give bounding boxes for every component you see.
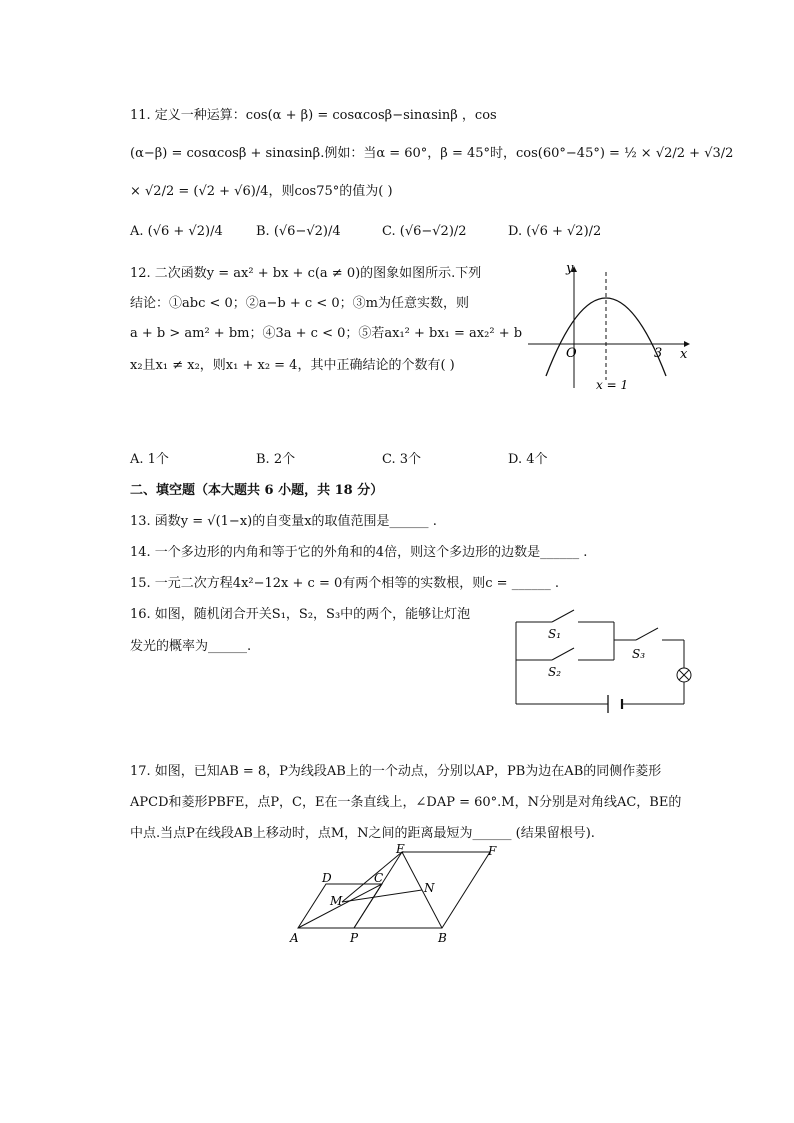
q12-option-c: C. 3个 xyxy=(382,452,422,467)
q11-line1: 11. 定义一种运算：cos(α + β) = cosαcosβ−sinαsinβ ，cos xyxy=(130,108,497,123)
point-e-label: E xyxy=(396,842,405,856)
point-f-label: F xyxy=(488,844,497,858)
q17-line3: 中点.当点P在线段AB上移动时，点M，N之间的距离最短为______ (结果留根号). xyxy=(130,826,595,841)
q11-option-c: C. (√6−√2)/2 xyxy=(382,224,467,239)
origin-label: O xyxy=(566,346,577,361)
q11-line2: (α−β) = cosαcosβ + sinαsinβ.例如：当α = 60°，β = 45°时，cos(60°−45°) = ½ × √2/2 + √3/2 xyxy=(130,146,734,161)
section-heading: 二、填空题（本大题共 6 小题，共 18 分） xyxy=(130,483,384,498)
point-d-label: D xyxy=(322,871,332,885)
q17-line1: 17. 如图，已知AB = 8，P为线段AB上的一个动点，分别以AP，PB为边在AB的同侧作菱形 xyxy=(130,764,662,779)
q17-line2: APCD和菱形PBFE，点P，C，E在一条直线上，∠DAP = 60°.M，N分别是对角线AC，BE的 xyxy=(130,795,682,810)
q13: 13. 函数y = √(1−x)的自变量x的取值范围是______ . xyxy=(130,514,437,529)
q12-line4: x₂且x₁ ≠ x₂，则x₁ + x₂ = 4，其中正确结论的个数有( ) xyxy=(130,358,455,373)
q16-line2: 发光的概率为______. xyxy=(130,639,252,654)
q12-option-a: A. 1个 xyxy=(130,452,169,467)
point-n-label: N xyxy=(424,881,435,895)
point-a-label: A xyxy=(290,931,299,945)
q14: 14. 一个多边形的内角和等于它的外角和的4倍，则这个多边形的边数是______ . xyxy=(130,545,588,560)
switch-s1-label: S₁ xyxy=(548,627,562,641)
q11-option-d: D. (√6 + √2)/2 xyxy=(508,224,602,239)
symmetry-label: x = 1 xyxy=(596,378,629,392)
q11-option-b: B. (√6−√2)/4 xyxy=(256,224,341,239)
q12-line3: a + b > am² + bm；④3a + c < 0；⑤若ax₁² + bx₁ = ax₂² + b xyxy=(130,326,523,341)
switch-s2-label: S₂ xyxy=(548,665,562,679)
point-m-label: M xyxy=(330,894,343,908)
q12-option-d: D. 4个 xyxy=(508,452,548,467)
q11-line3: × √2/2 = (√2 + √6)/4，则cos75°的值为( ) xyxy=(130,184,393,199)
q16-line1: 16. 如图，随机闭合开关S₁，S₂，S₃中的两个，能够让灯泡 xyxy=(130,607,471,622)
q12-line2: 结论：①abc < 0；②a−b + c < 0；③m为任意实数，则 xyxy=(130,296,469,311)
root-label: 3 xyxy=(654,346,663,361)
q12-line1: 12. 二次函数y = ax² + bx + c(a ≠ 0)的图象如图所示.下列 xyxy=(130,266,482,281)
point-b-label: B xyxy=(438,931,447,945)
rhombus-figure xyxy=(286,842,511,948)
x-axis-label: x xyxy=(680,347,688,362)
q11-option-a: A. (√6 + √2)/4 xyxy=(130,224,223,239)
y-axis-label: y xyxy=(566,261,574,276)
circuit-figure xyxy=(508,600,698,715)
q12-option-b: B. 2个 xyxy=(256,452,296,467)
q15: 15. 一元二次方程4x²−12x + c = 0有两个相等的实数根，则c = ______ . xyxy=(130,576,559,591)
point-p-label: P xyxy=(350,931,359,945)
parabola-figure xyxy=(522,258,697,398)
point-c-label: C xyxy=(374,871,384,885)
switch-s3-label: S₃ xyxy=(632,647,646,661)
